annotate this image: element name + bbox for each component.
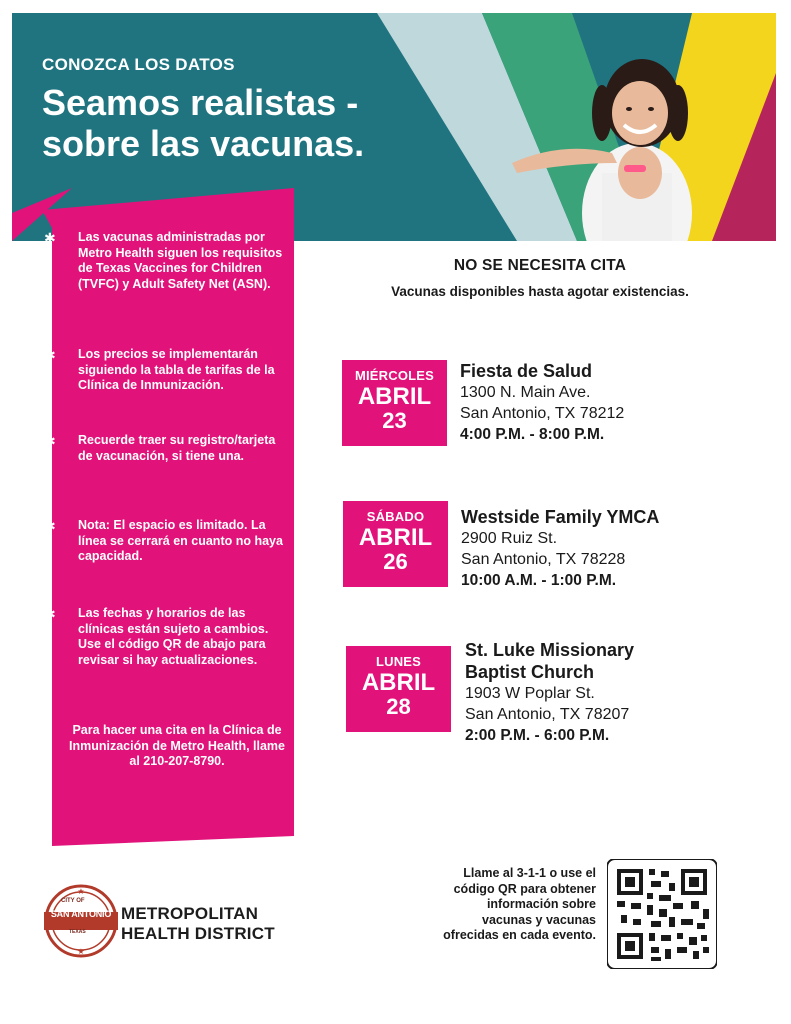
event-details <box>461 506 659 591</box>
event-name: Westside Family YMCA <box>461 507 660 527</box>
event-details <box>465 639 634 746</box>
qr-code-icon[interactable] <box>607 859 717 974</box>
event-name: Fiesta de Salud <box>460 361 593 381</box>
page-title <box>42 82 442 164</box>
event-date-badge: LUNES ABRIL 28 <box>346 646 451 732</box>
org-name: METROPOLITAN HEALTH DISTRICT <box>121 904 275 943</box>
asterisk-bullet-icon: ✱ <box>44 347 56 363</box>
asterisk-bullet-icon: ✱ <box>44 518 56 534</box>
sidebar-note: ✱ Los precios se implementarán siguiendo la tabla de tarifas de la Clínica de Inmunización. <box>44 347 275 392</box>
asterisk-bullet-icon: ✱ <box>44 433 56 449</box>
sidebar-note: ✱ Recuerde traer su registro/tarjeta de vacunación, si tiene una. <box>44 433 276 463</box>
sidebar-note: ✱ Nota: El espacio es limitado. La línea se cerrará en cuanto no haya capacidad. <box>44 518 283 563</box>
city-seal-logo <box>44 884 118 963</box>
appointment-info: Para hacer una cita en la Clínica de Inmunización de Metro Health, llame al 210-207-8790. <box>68 723 285 768</box>
event-address: 2900 Ruiz St. <box>461 530 558 547</box>
asterisk-bullet-icon: ✱ <box>44 230 56 246</box>
event-time: 2:00 P.M. - 6:00 P.M. <box>465 727 610 744</box>
event-date-badge: SÁBADO ABRIL 26 <box>343 501 448 587</box>
event-city: San Antonio, TX 78228 <box>461 551 626 568</box>
sidebar-note: ✱ Las vacunas administradas por Metro Health siguen los requisitos de Texas Vaccines for Children (TVFC) y Adult Safety Net (ASN). <box>44 230 283 291</box>
seal-state: TEXAS <box>69 929 86 935</box>
event-date-badge: MIÉRCOLES ABRIL 23 <box>342 360 447 446</box>
headline-line-1: Seamos realistas - <box>42 82 359 123</box>
qr-caption: Llame al 3-1-1 o use el código QR para obtener información sobre vacunas y vacunas ofrecidas en cada evento. <box>443 866 596 942</box>
svg-text:★: ★ <box>77 947 85 956</box>
svg-text:★: ★ <box>77 887 85 896</box>
no-appointment-heading: NO SE NECESITA CITA <box>453 257 627 274</box>
seal-city-name: SAN ANTONIO <box>50 909 112 919</box>
event-time: 10:00 A.M. - 1:00 P.M. <box>461 572 617 589</box>
sidebar-note: ✱ Las fechas y horarios de las clínicas están sujeto a cambios. Use el código QR de abajo para revisar si hay actualizaciones. <box>44 606 269 667</box>
event-details <box>460 360 624 445</box>
seal-city-of: CITY OF <box>61 898 85 904</box>
seal-icon <box>44 884 118 958</box>
availability-note: Vacunas disponibles hasta agotar existencias. <box>391 284 689 299</box>
event-name: St. Luke Missionary <box>465 640 635 660</box>
event-address: 1903 W Poplar St. <box>465 685 595 702</box>
asterisk-bullet-icon: ✱ <box>44 606 56 622</box>
event-time: 4:00 P.M. - 8:00 P.M. <box>460 426 605 443</box>
event-name: Baptist Church <box>465 662 595 682</box>
header-kicker: CONOZCA LOS DATOS <box>42 55 235 74</box>
headline-line-2: sobre las vacunas. <box>42 123 365 164</box>
event-city: San Antonio, TX 78212 <box>460 405 625 422</box>
event-address: 1300 N. Main Ave. <box>460 384 591 401</box>
event-city: San Antonio, TX 78207 <box>465 706 630 723</box>
